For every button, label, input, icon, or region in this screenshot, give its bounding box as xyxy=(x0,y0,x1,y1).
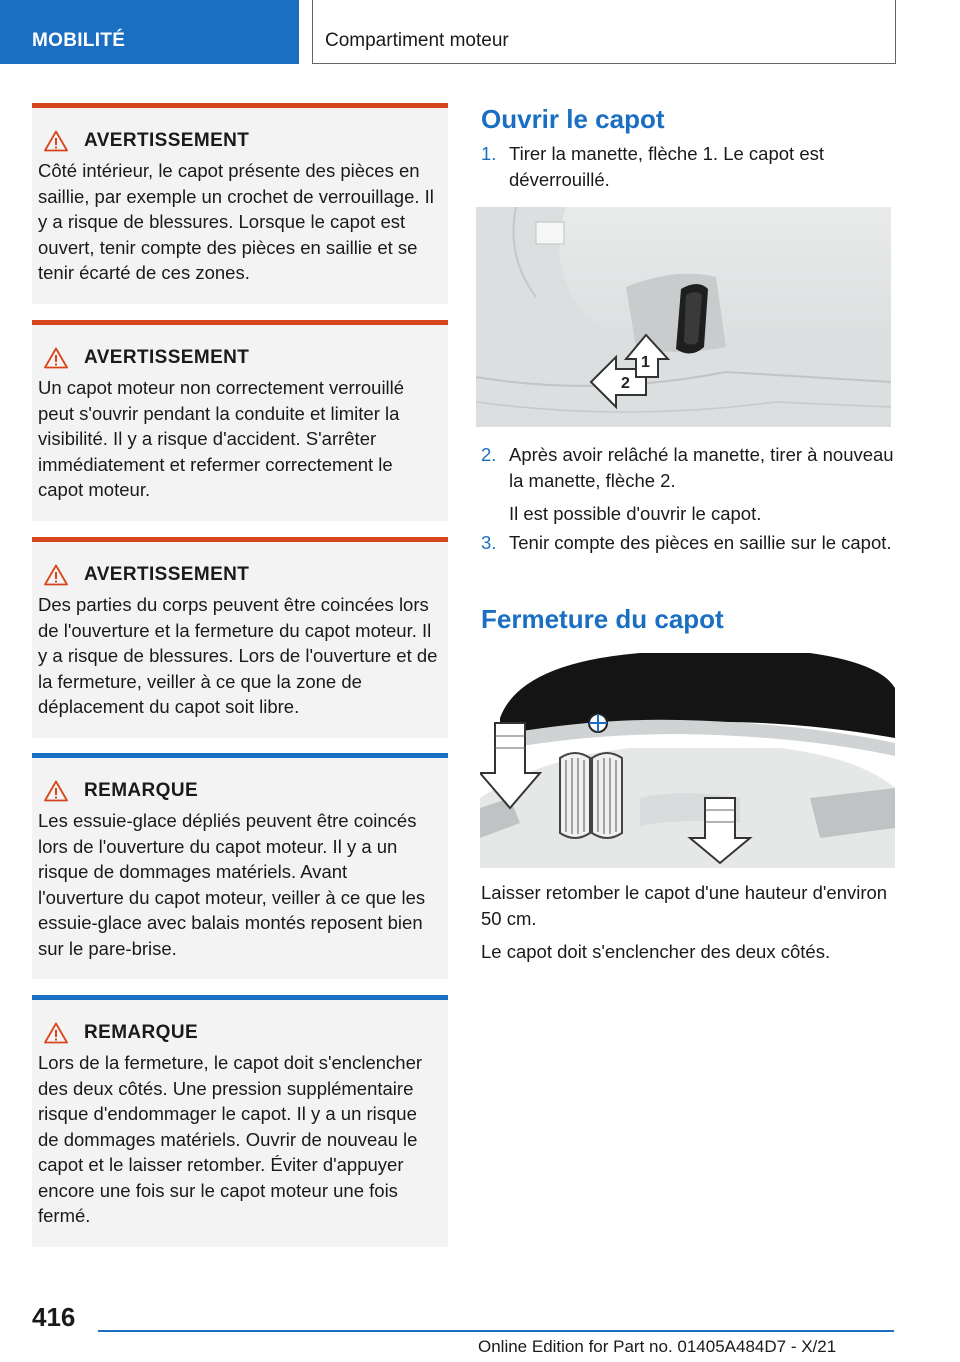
paragraph: Laisser retomber le capot d'une hauteur d'environ 50 cm. xyxy=(481,882,888,929)
warning-triangle-icon xyxy=(44,1022,68,1044)
step-number: 2. xyxy=(481,444,497,465)
step-subtext: Il est possible d'ouvrir le capot. xyxy=(509,503,762,524)
footer-edition: Online Edition for Part no. 01405A484D7 - X/21 xyxy=(478,1337,837,1356)
step-text: Après avoir relâché la manette, tirer à nouveau la manette, flèche 2. xyxy=(509,444,894,491)
notice-title: REMARQUE xyxy=(84,1022,199,1043)
chapter-title: Compartiment moteur xyxy=(312,0,896,64)
section-tab: MOBILITÉ xyxy=(0,0,299,64)
note-box xyxy=(32,753,448,979)
step-text: Tirer la manette, flèche 1. Le capot est déverrouillé. xyxy=(509,143,825,190)
step-number: 3. xyxy=(481,532,497,553)
notice-text: Lors de la fermeture, le capot doit s'enclencher des deux côtés. Une pression supplémentaire risque d'endommager le capot. Il y a un risque de dommages matériels. Ouvrir de nouveau le capot et le laisser retomber. Éviter d'appuyer encore une fois sur le capot moteur une fois fermé. xyxy=(38,1052,423,1226)
warning-box xyxy=(32,537,448,738)
notice-title: AVERTISSEMENT xyxy=(84,347,250,368)
figure-label-2: 2 xyxy=(621,375,630,392)
step-item xyxy=(481,530,899,556)
notice-title: AVERTISSEMENT xyxy=(84,130,250,151)
notice-text: Un capot moteur non correctement verrouillé peut s'ouvrir pendant la conduite et limiter la visibilité. Il y a risque d'accident. S'arrêter immédiatement et refermer correctement le capot moteur. xyxy=(38,377,405,500)
step-item xyxy=(481,141,899,192)
step-text: Tenir compte des pièces en saillie sur le capot. xyxy=(509,532,892,553)
warning-box xyxy=(32,320,448,521)
step-item xyxy=(481,442,899,527)
warning-triangle-icon xyxy=(44,780,68,802)
footer-rule xyxy=(98,1330,894,1332)
warning-box xyxy=(32,103,448,304)
warning-triangle-icon xyxy=(44,347,68,369)
notice-text: Les essuie-glace dépliés peuvent être coincés lors de l'ouverture du capot moteur. Il y a un risque de dommages matériels. Avant l'ouverture du capot moteur, veiller à ce que les essuie-glace avec balais montés reposent bien sur le pare-brise. xyxy=(38,810,426,959)
page-number: 416 xyxy=(32,1302,76,1332)
figure-hood-closing xyxy=(480,648,895,868)
notice-text: Des parties du corps peuvent être coincées lors de l'ouverture et la fermeture du capot moteur. Il y a risque de blessures. Lors de l'ouverture et de la fermeture, veiller à ce que la zone de déplacement du capot soit libre. xyxy=(38,594,438,717)
figure-label-1: 1 xyxy=(641,354,650,371)
notice-text: Côté intérieur, le capot présente des pièces en saillie, par exemple un crochet de verrouillage. Il y a risque de blessures. Lorsque le capot est ouvert, tenir compte des pièces en saillie et se tenir écarté de ces zones. xyxy=(38,160,434,283)
notice-title: REMARQUE xyxy=(84,780,199,801)
paragraph: Le capot doit s'enclencher des deux côtés. xyxy=(481,941,831,962)
notice-title: AVERTISSEMENT xyxy=(84,564,250,585)
figure-hood-release-lever xyxy=(476,207,891,427)
warning-triangle-icon xyxy=(44,130,68,152)
section-heading-close: Fermeture du capot xyxy=(481,604,724,634)
note-box xyxy=(32,995,448,1247)
section-heading-open: Ouvrir le capot xyxy=(481,104,665,134)
warning-triangle-icon xyxy=(44,564,68,586)
step-number: 1. xyxy=(481,143,497,164)
